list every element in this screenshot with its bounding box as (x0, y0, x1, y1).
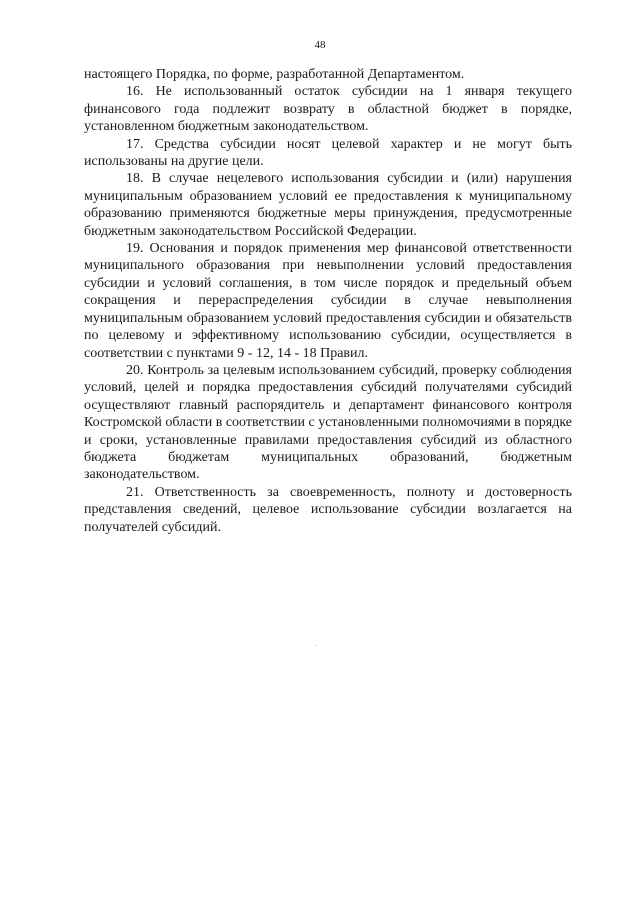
scan-speck (316, 645, 317, 646)
paragraph-20: 20. Контроль за целевым использованием субсидий, проверку соблюдения условий, целей и порядка предоставления субсидий получателями субсидий осуществляют главный распорядитель и департамент финансового контроля Костромской области в соответствии с установленными полномочиями в порядке и сроки, установленные правилами предоставления субсидий из областного бюджета бюджетам муниципальных образований, бюджетным законодательством. (84, 362, 572, 483)
document-body (84, 66, 572, 536)
paragraph-17: 17. Средства субсидии носят целевой характер и не могут быть использованы на другие цели. (84, 136, 572, 170)
paragraph-18: 18. В случае нецелевого использования субсидии и (или) нарушения муниципальным образованием условий ее предоставления к муниципальному образованию применяются бюджетные меры принуждения, предусмотренные бюджетным законодательством Российской Федерации. (84, 171, 572, 239)
paragraph-16: 16. Не использованный остаток субсидии на 1 января текущего финансового года подлежит возврату в областной бюджет в порядке, установленном бюджетным законодательством. (84, 84, 572, 135)
paragraph-19: 19. Основания и порядок применения мер финансовой ответственности муниципального образования при невыполнении условий предоставления субсидии и условий соглашения, в том числе порядок и предельный объем сокращения и перераспределения субсидии в случае невыполнения муниципальным образованием условий предоставления субсидии и обязательств по целевому и эффективному использованию субсидии, осуществляется в соответствии с пунктами 9 - 12, 14 - 18 Правил. (84, 241, 572, 361)
paragraph-21: 21. Ответственность за своевременность, полноту и достоверность представления сведений, целевое использование субсидии возлагается на получателей субсидий. (84, 484, 572, 535)
page-number: 48 (314, 39, 326, 51)
paragraph-continuation: настоящего Порядка, по форме, разработанной Департаментом. (84, 67, 465, 82)
